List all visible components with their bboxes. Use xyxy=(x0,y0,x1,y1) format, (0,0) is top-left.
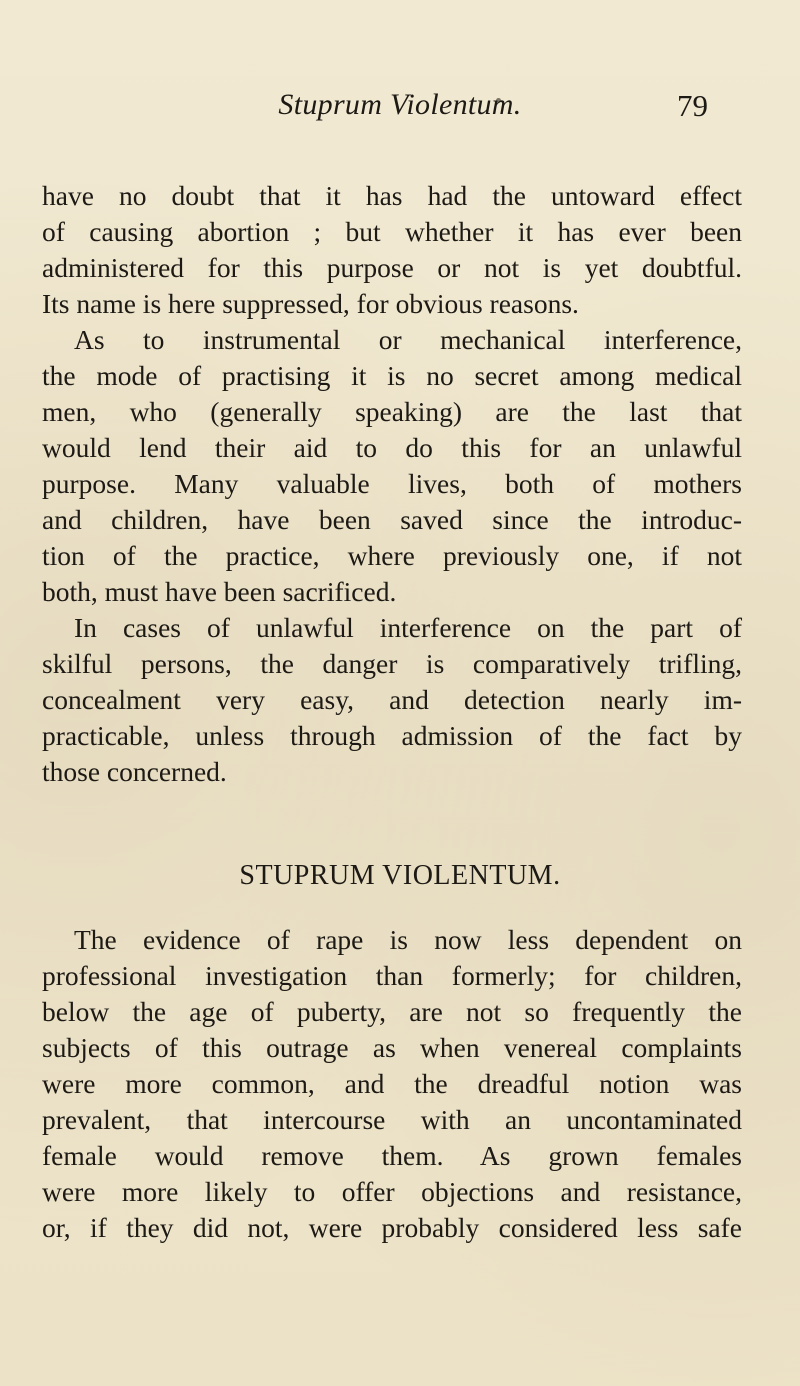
text-line: below the age of puberty, are not so frequently the xyxy=(42,996,742,1027)
text-line: subjects of this outrage as when venereal complaints xyxy=(42,1032,742,1063)
text-line: administered for this purpose or not is yet doubtful. xyxy=(42,252,742,283)
body-text-section xyxy=(42,922,742,1246)
text-line: were more common, and the dreadful notion was xyxy=(42,1068,742,1099)
text-line: those concerned. xyxy=(42,756,227,787)
text-line: have no doubt that it has had the untoward effect xyxy=(42,180,742,211)
text-line: In cases of unlawful interference on the part of xyxy=(74,612,742,643)
page-header xyxy=(0,88,800,138)
text-line: professional investigation than formerly; for children, xyxy=(42,960,742,991)
text-line: and children, have been saved since the introduc- xyxy=(42,504,742,535)
text-line: the mode of practising it is no secret among medical xyxy=(42,360,742,391)
text-line: prevalent, that intercourse with an uncontaminated xyxy=(42,1104,742,1135)
text-line: would lend their aid to do this for an unlawful xyxy=(42,432,742,463)
text-line: tion of the practice, where previously one, if not xyxy=(42,540,742,571)
text-line: were more likely to offer objections and resistance, xyxy=(42,1176,742,1207)
text-line: of causing abortion ; but whether it has ever been xyxy=(42,216,742,247)
running-head: Stuprum Violentum. xyxy=(278,88,522,121)
text-line: purpose. Many valuable lives, both of mothers xyxy=(42,468,742,499)
page-number: 79 xyxy=(677,88,708,123)
text-line: concealment very easy, and detection nearly im- xyxy=(42,684,742,715)
text-line: As to instrumental or mechanical interference, xyxy=(74,324,742,355)
text-line: both, must have been sacrificed. xyxy=(42,576,397,607)
text-line: practicable, unless through admission of the fact by xyxy=(42,720,742,751)
text-line: The evidence of rape is now less dependent on xyxy=(74,924,742,955)
text-line: men, who (generally speaking) are the last that xyxy=(42,396,742,427)
text-line: female would remove them. As grown females xyxy=(42,1140,742,1171)
text-line: Its name is here suppressed, for obvious reasons. xyxy=(42,288,579,319)
section-heading: STUPRUM VIOLENTUM. xyxy=(239,860,561,891)
body-text-top xyxy=(42,178,742,790)
text-line: skilful persons, the danger is comparatively trifling, xyxy=(42,648,742,679)
text-line: or, if they did not, were probably considered less safe xyxy=(42,1212,742,1243)
